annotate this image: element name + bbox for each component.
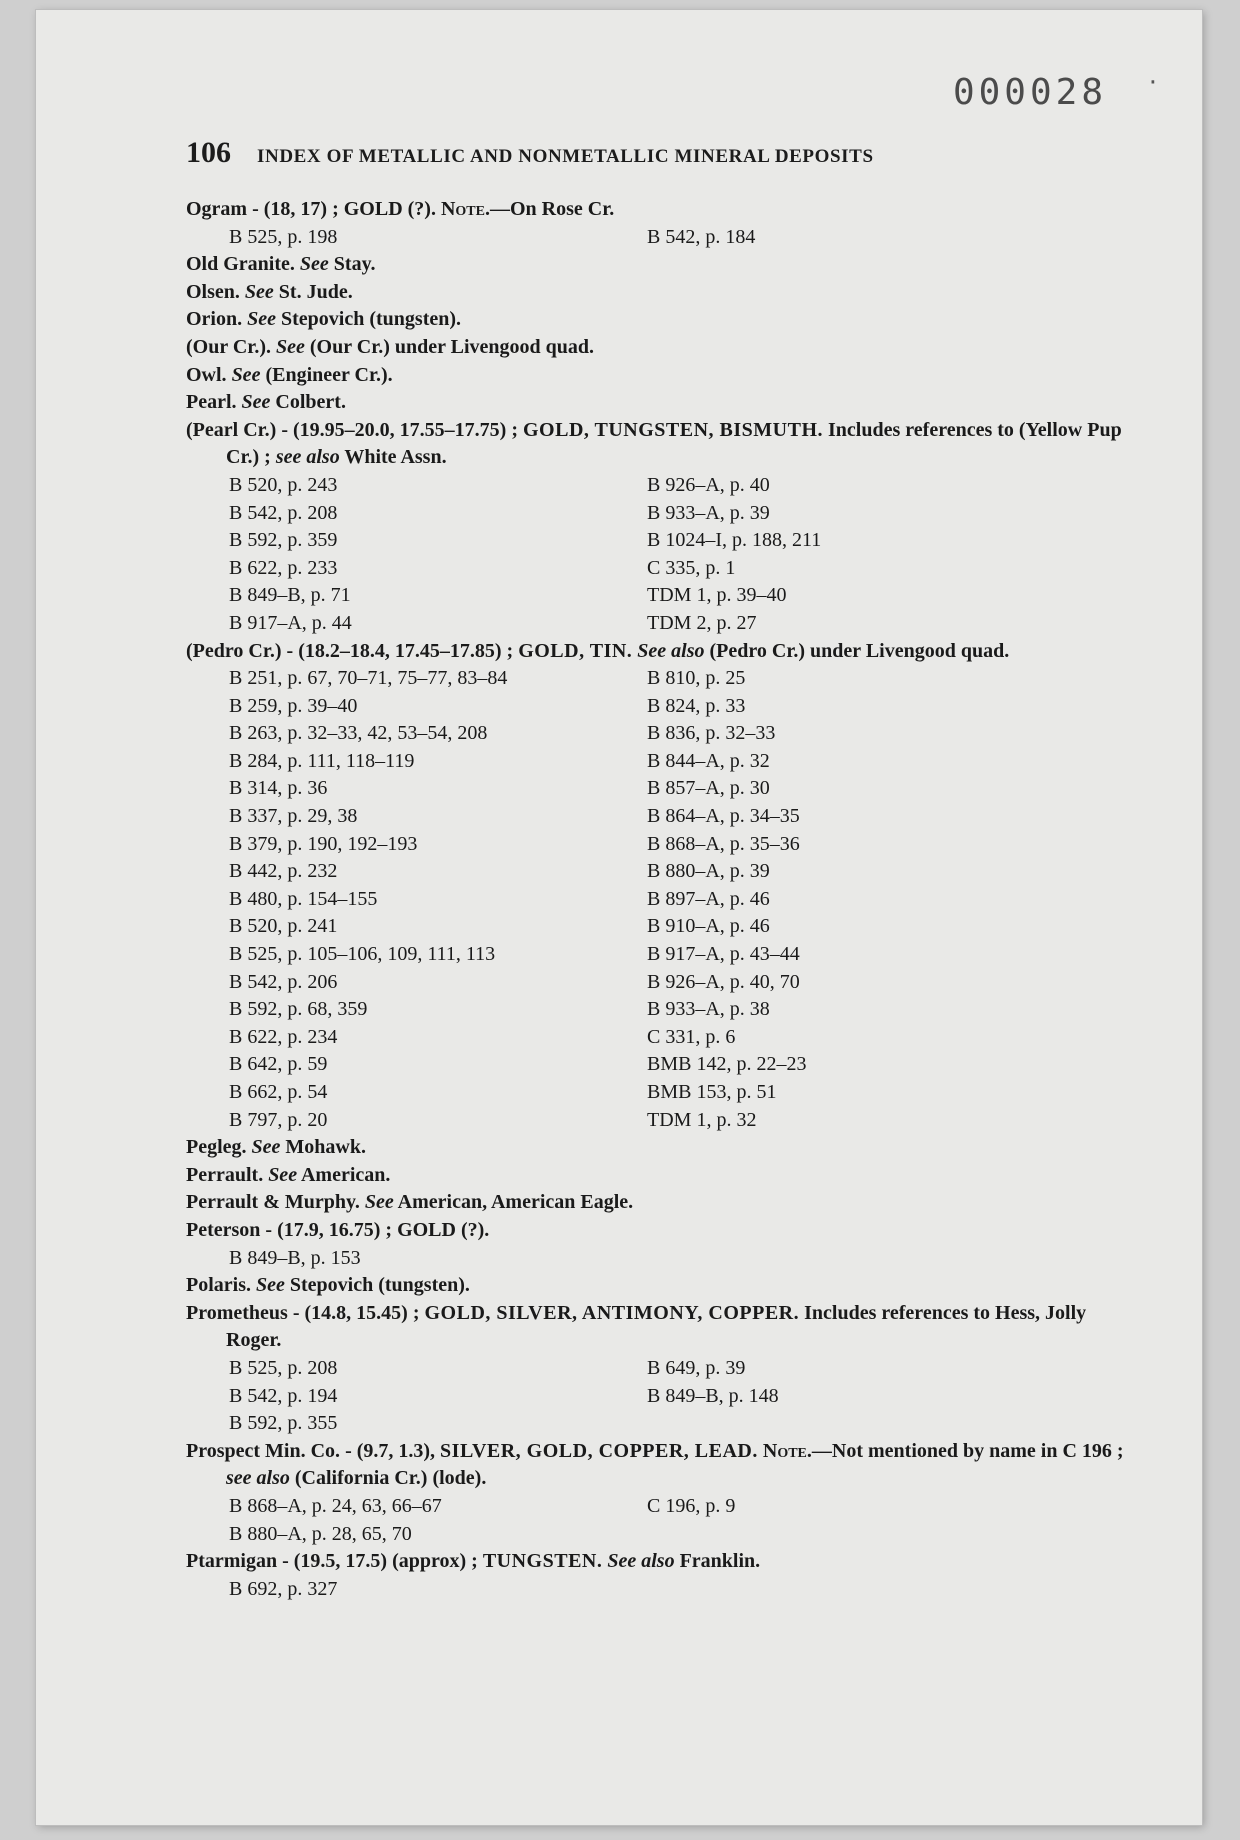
entry-polaris xyxy=(186,1272,1126,1300)
reference-row xyxy=(229,831,1126,859)
see-label: See xyxy=(244,280,274,303)
reference: B 520, p. 243 xyxy=(229,473,338,496)
entry-heading xyxy=(186,1548,1126,1576)
index-entries xyxy=(186,196,1126,1603)
entry-heading xyxy=(186,417,1126,472)
reference-row xyxy=(229,1355,1126,1383)
entry-old-granite xyxy=(186,251,1126,279)
stamp-mark: · xyxy=(1148,68,1157,98)
note-label: Note. xyxy=(440,198,490,220)
entry-text: —Not mentioned by name in C 196 ; xyxy=(811,1439,1124,1462)
entry-name: Perrault & Murphy. xyxy=(186,1191,365,1214)
reference: B 542, p. 206 xyxy=(229,970,338,993)
minerals: GOLD, TUNGSTEN, BISMUTH. xyxy=(522,418,824,441)
reference-list xyxy=(186,665,1126,1134)
reference: B 868–A, p. 35–36 xyxy=(647,832,800,855)
reference: B 1024–I, p. 188, 211 xyxy=(647,529,822,552)
see-label: see also xyxy=(275,446,340,469)
see-target: Stepovich (tungsten). xyxy=(284,1274,470,1297)
reference: B 525, p. 198 xyxy=(229,225,338,248)
reference: B 642, p. 59 xyxy=(229,1053,328,1076)
entry-prometheus xyxy=(186,1300,1126,1438)
reference-row xyxy=(229,1107,1126,1135)
entry-name: (Our Cr.). xyxy=(186,335,276,358)
entry-our-cr xyxy=(186,334,1126,362)
see-target: Franklin. xyxy=(674,1550,761,1573)
reference-row xyxy=(229,941,1126,969)
entry-perrault-murphy xyxy=(186,1189,1126,1217)
reference-row xyxy=(229,803,1126,831)
see-target: (Pedro Cr.) under Livengood quad. xyxy=(704,639,1010,662)
see-label: See xyxy=(251,1136,281,1159)
reference-row xyxy=(229,555,1126,583)
minerals: TUNGSTEN. xyxy=(482,1550,603,1573)
reference: B 337, p. 29, 38 xyxy=(229,805,358,828)
reference: TDM 1, p. 32 xyxy=(647,1108,757,1131)
document-page xyxy=(36,10,1202,1825)
reference: B 649, p. 39 xyxy=(647,1356,746,1379)
reference-row xyxy=(229,1521,1126,1549)
entry-detail: - (18.2–18.4, 17.45–17.85) ; xyxy=(281,639,519,662)
reference-row xyxy=(229,720,1126,748)
reference: B 849–B, p. 148 xyxy=(647,1384,779,1407)
reference-list xyxy=(186,1493,1126,1548)
note-text: —On Rose Cr. xyxy=(489,198,615,220)
reference-row xyxy=(229,969,1126,997)
entry-pegleg xyxy=(186,1134,1126,1162)
see-label: See xyxy=(247,308,277,331)
reference-row xyxy=(229,1079,1126,1107)
reference-row xyxy=(229,693,1126,721)
entry-heading xyxy=(186,196,1126,224)
reference: B 259, p. 39–40 xyxy=(229,694,358,717)
entry-pearl xyxy=(186,389,1126,417)
page-number: 106 xyxy=(186,136,231,169)
entry-name: Orion. xyxy=(186,308,248,331)
reference: B 525, p. 208 xyxy=(229,1356,338,1379)
see-target: Stepovich (tungsten). xyxy=(276,308,462,331)
entry-name: Polaris. xyxy=(186,1274,256,1297)
reference: B 933–A, p. 38 xyxy=(647,998,770,1021)
see-label: See xyxy=(256,1274,285,1297)
reference-row xyxy=(229,775,1126,803)
reference-row xyxy=(229,582,1126,610)
reference-row xyxy=(229,1024,1126,1052)
entry-name: Pearl. xyxy=(186,391,242,414)
reference-row xyxy=(229,1383,1126,1411)
reference: B 797, p. 20 xyxy=(229,1108,328,1131)
reference-row xyxy=(229,1493,1126,1521)
reference-row xyxy=(229,1051,1126,1079)
reference: B 880–A, p. 39 xyxy=(647,860,770,883)
reference: B 864–A, p. 34–35 xyxy=(647,805,800,828)
entry-ogram xyxy=(186,196,1126,251)
entry-detail: - (19.5, 17.5) (approx) ; xyxy=(277,1550,483,1573)
reference-row xyxy=(229,996,1126,1024)
entry-name: Ogram xyxy=(186,198,248,220)
see-target: Mohawk. xyxy=(280,1136,366,1159)
reference: B 251, p. 67, 70–71, 75–77, 83–84 xyxy=(229,667,508,690)
reference: B 844–A, p. 32 xyxy=(647,749,770,772)
entry-prospect-min-co xyxy=(186,1438,1126,1548)
see-label: See also xyxy=(607,1550,675,1573)
see-label: See xyxy=(268,1163,298,1186)
entry-name: Peterson xyxy=(186,1218,261,1241)
entry-heading xyxy=(186,638,1126,666)
reference-row xyxy=(229,748,1126,776)
reference: C 196, p. 9 xyxy=(647,1494,736,1517)
reference-row xyxy=(229,527,1126,555)
minerals: GOLD, SILVER, ANTIMONY, COPPER. xyxy=(424,1301,800,1324)
reference: C 331, p. 6 xyxy=(647,1025,736,1048)
entry-text: Includes references to Hess, Jolly Roger. xyxy=(226,1301,1087,1352)
entry-name: (Pedro Cr.) xyxy=(186,639,282,662)
reference: B 592, p. 355 xyxy=(229,1412,338,1435)
note-label: Note. xyxy=(757,1439,812,1462)
see-label: See xyxy=(241,391,271,414)
reference-row xyxy=(229,224,1126,252)
see-target: American, American Eagle. xyxy=(393,1191,634,1214)
see-target: (California Cr.) (lode). xyxy=(289,1467,487,1490)
entry-text: Includes references to (Yellow Pup Cr.) ; xyxy=(226,418,1122,469)
reference-row xyxy=(229,1245,1126,1273)
reference-list xyxy=(186,224,1126,252)
minerals: SILVER, GOLD, COPPER, LEAD. xyxy=(440,1439,758,1462)
reference: B 542, p. 184 xyxy=(647,225,756,248)
entry-detail: - (18, 17) ; GOLD (?). xyxy=(247,198,441,220)
entry-orion xyxy=(186,306,1126,334)
entry-olsen xyxy=(186,279,1126,307)
entry-name: Prospect Min. Co. xyxy=(186,1439,341,1462)
reference-row xyxy=(229,472,1126,500)
reference: B 857–A, p. 30 xyxy=(647,777,770,800)
reference-row xyxy=(229,886,1126,914)
reference: TDM 1, p. 39–40 xyxy=(647,584,787,607)
reference: B 917–A, p. 44 xyxy=(229,611,352,634)
reference: B 542, p. 194 xyxy=(229,1384,338,1407)
reference-row xyxy=(229,1410,1126,1438)
see-target: Colbert. xyxy=(270,391,346,414)
see-label: See xyxy=(276,335,305,358)
entry-name: Ptarmigan xyxy=(186,1550,278,1573)
reference-list xyxy=(186,472,1126,638)
reference: B 836, p. 32–33 xyxy=(647,722,776,745)
see-label: See xyxy=(364,1191,394,1214)
see-label: See xyxy=(231,363,261,386)
reference: B 592, p. 359 xyxy=(229,529,338,552)
entry-owl xyxy=(186,362,1126,390)
reference: B 622, p. 233 xyxy=(229,556,338,579)
entry-ptarmigan xyxy=(186,1548,1126,1603)
reference: BMB 153, p. 51 xyxy=(647,1081,777,1103)
entry-perrault xyxy=(186,1162,1126,1190)
entry-detail: - (14.8, 15.45) ; xyxy=(287,1301,425,1324)
entry-detail: - (17.9, 16.75) ; GOLD (?). xyxy=(260,1218,490,1241)
see-label: see also xyxy=(226,1467,290,1490)
entry-detail: - (9.7, 1.3), xyxy=(340,1439,441,1462)
entry-name: Olsen. xyxy=(186,280,245,303)
reference-list xyxy=(186,1245,1126,1273)
entry-name: Prometheus xyxy=(186,1301,288,1324)
reference: B 622, p. 234 xyxy=(229,1025,338,1048)
reference-row xyxy=(229,610,1126,638)
reference: B 910–A, p. 46 xyxy=(647,915,770,938)
entry-heading xyxy=(186,1438,1126,1493)
reference: B 542, p. 208 xyxy=(229,501,338,524)
entry-name: Owl. xyxy=(186,363,232,386)
see-target: Stay. xyxy=(328,253,376,276)
entry-heading xyxy=(186,1300,1126,1355)
reference: B 592, p. 68, 359 xyxy=(229,998,368,1021)
entry-name: Old Granite. xyxy=(186,253,300,276)
reference: B 933–A, p. 39 xyxy=(647,501,770,524)
reference: B 917–A, p. 43–44 xyxy=(647,943,800,966)
reference: BMB 142, p. 22–23 xyxy=(647,1053,807,1076)
entry-name: Perrault. xyxy=(186,1163,269,1186)
reference: B 897–A, p. 46 xyxy=(647,887,770,910)
reference: B 314, p. 36 xyxy=(229,777,328,800)
reference-row xyxy=(229,665,1126,693)
reference-row xyxy=(229,500,1126,528)
reference: B 442, p. 232 xyxy=(229,860,338,883)
see-target: American. xyxy=(297,1163,391,1186)
reference: B 692, p. 327 xyxy=(229,1577,338,1600)
reference: B 284, p. 111, 118–119 xyxy=(229,749,415,772)
minerals: GOLD, TIN. xyxy=(518,639,633,662)
entry-peterson xyxy=(186,1217,1126,1272)
see-target: St. Jude. xyxy=(273,280,353,303)
reference: B 662, p. 54 xyxy=(229,1081,328,1103)
reference: B 263, p. 32–33, 42, 53–54, 208 xyxy=(229,722,488,745)
reference: B 379, p. 190, 192–193 xyxy=(229,832,418,855)
reference: B 926–A, p. 40, 70 xyxy=(647,970,800,993)
page-header xyxy=(186,136,1086,170)
reference: B 849–B, p. 153 xyxy=(229,1246,361,1269)
reference: TDM 2, p. 27 xyxy=(647,611,757,634)
entry-detail: - (19.95–20.0, 17.55–17.75) ; xyxy=(276,418,523,441)
reference: B 810, p. 25 xyxy=(647,667,746,690)
reference: B 868–A, p. 24, 63, 66–67 xyxy=(229,1494,442,1517)
entry-name: (Pearl Cr.) xyxy=(186,418,277,441)
reference: B 824, p. 33 xyxy=(647,694,746,717)
entry-name: Pegleg. xyxy=(186,1136,252,1159)
reference: B 480, p. 154–155 xyxy=(229,887,378,910)
entry-heading xyxy=(186,1217,1126,1245)
see-target: (Our Cr.) under Livengood quad. xyxy=(304,335,595,358)
see-target: (Engineer Cr.). xyxy=(260,363,393,386)
reference: B 525, p. 105–106, 109, 111, 113 xyxy=(229,943,496,966)
reference-row xyxy=(229,1576,1126,1604)
reference: B 926–A, p. 40 xyxy=(647,473,770,496)
reference-list xyxy=(186,1355,1126,1438)
see-target: White Assn. xyxy=(339,446,447,469)
entry-pedro-cr xyxy=(186,638,1126,1135)
reference-row xyxy=(229,858,1126,886)
see-label: See xyxy=(299,253,329,276)
reference: B 520, p. 241 xyxy=(229,915,338,938)
entry-pearl-cr xyxy=(186,417,1126,638)
see-label: See also xyxy=(637,639,705,662)
reference: B 849–B, p. 71 xyxy=(229,584,351,607)
reference: B 880–A, p. 28, 65, 70 xyxy=(229,1522,412,1545)
reference-list xyxy=(186,1576,1126,1604)
reference-row xyxy=(229,913,1126,941)
page-title: INDEX OF METALLIC AND NONMETALLIC MINERAL DEPOSITS xyxy=(257,146,874,167)
reference: C 335, p. 1 xyxy=(647,556,736,579)
document-stamp-number: 000028 xyxy=(952,72,1107,113)
